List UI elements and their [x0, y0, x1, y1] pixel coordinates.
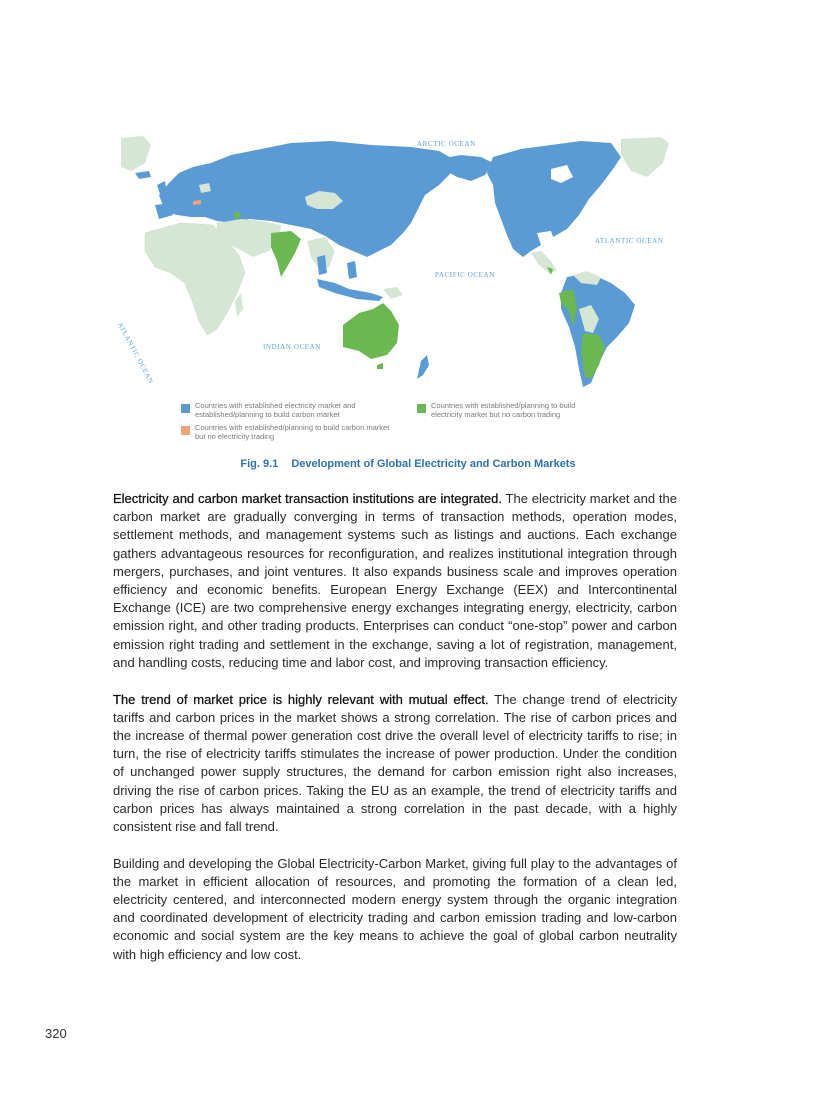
paragraph-text: The change trend of electricity tariffs and carbon prices in the market shows a strong correlation. The rise of carbon prices and the increase of thermal power generation cost drive the overall level of electricity tariffs to rise; in turn, the rise of electricity tariffs stimulates the increase of power production. Under the condition of unchanged power supply structures, the demand for carbon emission right also increases, driving the rise of carbon prices. Taking the EU as an example, the trend of electricity tariffs and carbon prices has always maintained a strong correlation in the past decade, with a highly consistent rise and fall trend.: [113, 691, 678, 834]
paragraph-conclusion: [113, 855, 677, 964]
paragraph-institutions-integrated: [113, 490, 677, 672]
body-text: [113, 490, 677, 982]
world-map-figure: [115, 133, 671, 448]
legend-item-electricity-and-carbon: [181, 401, 391, 419]
paragraph-text: Building and developing the Global Electricity-Carbon Market, giving full play to the advantages of the market in efficient allocation of resources, and promoting the formation of a clean led, electricity centered, and interconnected modern energy system through the organic integration and coordinated development of electricity trading and carbon emission trading and low-carbon economic and social system are the key means to achieve the goal of global carbon neutrality with high efficiency and low cost.: [113, 855, 677, 962]
page-number: 320: [45, 1026, 67, 1041]
atlantic-ocean-east-label: ATLANTIC OCEAN: [595, 237, 664, 245]
legend-label: Countries with established/planning to build electricity market but no carbon trading: [431, 401, 576, 419]
atlantic-ocean-west-label: ATLANTIC OCEAN: [115, 321, 156, 386]
legend-item-carbon-only: [181, 423, 391, 441]
legend-swatch-green: [417, 404, 426, 413]
paragraph-lead: The trend of market price is highly relevant with mutual effect.: [113, 691, 489, 707]
legend-label: Countries with established/planning to build carbon market but no electricity trading: [195, 423, 390, 441]
arctic-ocean-label: ARCTIC OCEAN: [417, 140, 476, 148]
legend-item-electricity-only: [417, 401, 607, 419]
pacific-ocean-label: PACIFIC OCEAN: [435, 271, 495, 279]
indian-ocean-label: INDIAN OCEAN: [263, 343, 321, 351]
paragraph-lead: Electricity and carbon market transaction institutions are integrated.: [113, 491, 502, 506]
figure-title: Development of Global Electricity and Carbon Markets: [291, 458, 576, 470]
legend-swatch-blue: [181, 404, 190, 413]
legend-swatch-orange: [181, 426, 190, 435]
figure-caption: [0, 458, 816, 470]
paragraph-text: The electricity market and the carbon market are gradually converging in terms of transaction methods, operation modes, settlement methods, and management systems such as listings and auctions. Each exchange gathers advantageous resources for reconfiguration, and realizes institutional integration through mergers, purchases, and joint ventures. It also expands business scale and improves operation efficiency and economic benefits. European Energy Exchange (EEX) and Intercontinental Exchange (ICE) are two comprehensive energy exchanges integrating energy, electricity, carbon emission right, and other trading products. Enterprises can conduct “one-stop” power and carbon emission right trading and settlement in the exchange, saving a lot of registration, management, and handling costs, reducing time and labor cost, and improving transaction efficiency.: [113, 491, 677, 670]
world-map: [121, 133, 671, 393]
legend-label: Countries with established electricity market and established/planning to build carbon market: [195, 401, 356, 419]
figure-number: Fig. 9.1: [240, 458, 279, 470]
paragraph-price-trend: [113, 691, 677, 837]
